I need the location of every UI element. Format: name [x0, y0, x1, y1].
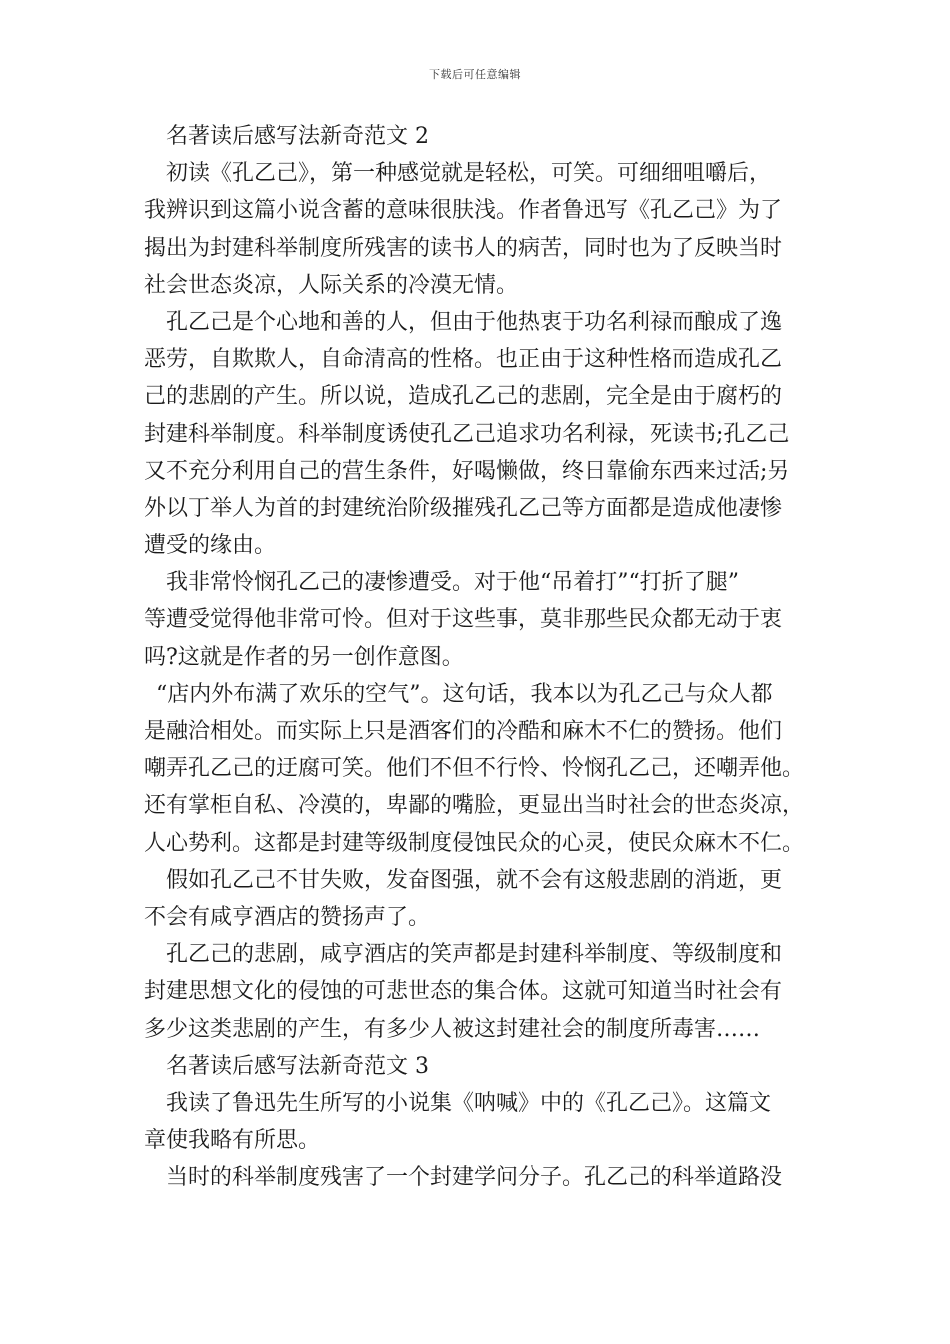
document-body [144, 118, 810, 1196]
page-header: 下载后可任意编辑 [429, 68, 521, 81]
paragraph-line: 我辨识到这篇小说含蓄的意味很肤浅。作者鲁迅写《孔乙己》为了 [144, 198, 783, 224]
paragraph-line: 人心势利。这都是封建等级制度侵蚀民众的心灵，使民众麻木不仁。 [144, 830, 805, 856]
paragraph-line: 是融洽相处。而实际上只是酒客们的冷酷和麻木不仁的赞扬。他们 [144, 719, 783, 744]
paragraph-line: “店内外布满了欢乐的空气”。这句话，我本以为孔乙己与众人都 [156, 681, 773, 707]
paragraph-line: 外以丁举人为首的封建统治阶级摧残孔乙己等方面都是造成他凄惨 [144, 495, 783, 521]
paragraph-line: 等遭受觉得他非常可怜。但对于这些事，莫非那些民众都无动于衷 [144, 607, 783, 633]
paragraph-line: 假如孔乙己不甘失败，发奋图强，就不会有这般悲剧的消逝，更 [166, 867, 783, 893]
paragraph-line: 己的悲剧的产生。所以说，造成孔乙己的悲剧，完全是由于腐朽的 [144, 384, 783, 410]
paragraph-line: 多少这类悲剧的产生，有多少人被这封建社会的制度所毒害…… [144, 1016, 761, 1042]
paragraph-line: 章使我略有所思。 [144, 1128, 321, 1154]
paragraph-line: 恶劳，自欺欺人，自命清高的性格。也正由于这种性格而造成孔乙 [144, 347, 783, 373]
paragraph-line: 又不充分利用自己的营生条件，好喝懒做，终日靠偷东西来过活;另 [144, 458, 790, 484]
paragraph-line: 我非常怜悯孔乙己的凄惨遭受。对于他“吊着打”“打折了腿” [166, 570, 739, 596]
section-heading-2: 名著读后感写法新奇范文 2 [166, 124, 429, 149]
paragraph-line: 揭出为封建科举制度所残害的读书人的病苦，同时也为了反映当时 [144, 235, 783, 261]
paragraph-line: 社会世态炎凉，人际关系的冷漠无情。 [144, 272, 519, 298]
paragraph-line: 遭受的缘由。 [144, 533, 277, 559]
paragraph-line: 初读《孔乙己》，第一种感觉就是轻松，可笑。可细细咀嚼后， [166, 161, 772, 187]
paragraph-line: 还有掌柜自私、冷漠的，卑鄙的嘴脸，更显出当时社会的世态炎凉， [144, 793, 805, 819]
paragraph-line: 封建科举制度。科举制度诱使孔乙己追求功名利禄，死读书;孔乙己 [144, 421, 790, 447]
paragraph-line: 封建思想文化的侵蚀的可悲世态的集合体。这就可知道当时社会有 [144, 979, 783, 1005]
paragraph-line: 我读了鲁迅先生所写的小说集《呐喊》中的《孔乙己》。这篇文 [166, 1090, 772, 1116]
paragraph-line: 孔乙己的悲剧，咸亨酒店的笑声都是封建科举制度、等级制度和 [166, 942, 783, 968]
paragraph-line: 嘲弄孔乙己的迂腐可笑。他们不但不行怜、怜悯孔乙己，还嘲弄他。 [144, 756, 805, 782]
paragraph-line: 孔乙己是个心地和善的人，但由于他热衷于功名利禄而酿成了逸 [166, 309, 783, 335]
paragraph-line: 当时的科举制度残害了一个封建学问分子。孔乙己的科举道路没 [166, 1165, 783, 1191]
section-heading-3: 名著读后感写法新奇范文 3 [166, 1053, 429, 1079]
paragraph-line: 不会有咸亨酒店的赞扬声了。 [144, 904, 431, 930]
paragraph-line: 吗?这就是作者的另一创作意图。 [144, 644, 464, 670]
